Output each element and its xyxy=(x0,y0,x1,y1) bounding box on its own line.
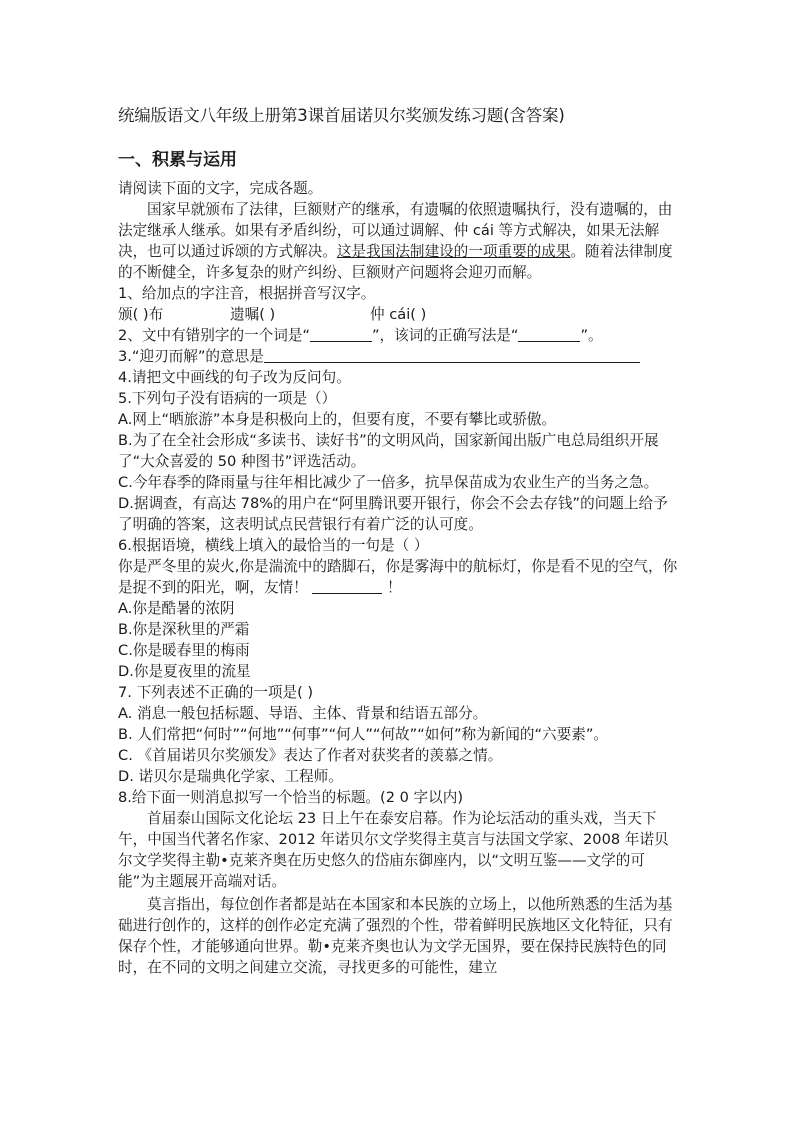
option-c: C.今年春季的降雨量与往年相比减少了一倍多，抗旱保苗成为农业生产的当务之急。 xyxy=(118,474,659,491)
q2-text-b: ”，该词的正确写法是“ xyxy=(371,327,519,344)
news-paragraph-2: 莫言指出，每位创作者都是站在本国家和本民族的立场上，以他所熟悉的生活为基础进行创作的，这样的创作必定充满了强烈的个性，带着鲜明民族地区文化特征，只有保存个性，才能够通向世界。勒•克莱齐奥也认为文学无国界，要在保持民族特色的同时，在不同的文明之间建立交流，寻找更多的可能性，建立 xyxy=(118,896,673,976)
section-heading: 一、积累与运用 xyxy=(118,150,237,170)
question-3 xyxy=(118,346,680,367)
option-a: A. 消息一般包括标题、导语、主体、背景和结语五部分。 xyxy=(118,705,488,722)
question-8: 8.给下面一则消息拟写一个恰当的标题。(2 0 字以内) xyxy=(118,789,464,806)
question-6: 6.根据语境，横线上填入的最恰当的一句是（ ） xyxy=(118,537,429,554)
q2-text-a: 2、文中有错别字的一个词是“ xyxy=(118,327,310,344)
answer-blank[interactable] xyxy=(264,347,640,363)
document-body xyxy=(118,104,680,978)
passage-1 xyxy=(118,199,680,283)
q2-text-c: ”。 xyxy=(580,327,603,344)
option-a: A.网上“晒旅游”本身是积极向上的，但要有度，不要有攀比或骄傲。 xyxy=(118,411,557,428)
underlined-sentence: 这是我国法制建设的一项重要的成果 xyxy=(336,243,571,260)
q6-context-end: ！ xyxy=(387,579,402,596)
option-b: B. 人们常把“何时”“何地”“何事”“何人”“何故”“如何”称为新闻的“六要素”。 xyxy=(118,726,608,743)
option-d: D. 诺贝尔是瑞典化学家、工程师。 xyxy=(118,768,343,785)
q1-item: 仲 cái( ) xyxy=(370,306,427,323)
q6-context xyxy=(118,556,680,598)
question-4: 4.请把文中画线的句子改为反问句。 xyxy=(118,369,351,386)
option-b: B.你是深秋里的严霜 xyxy=(118,621,250,638)
question-1: 1、给加点的字注音，根据拼音写汉字。 xyxy=(118,285,376,302)
option-a: A.你是酷暑的浓阴 xyxy=(118,600,235,617)
option-c: C.你是暖春里的梅雨 xyxy=(118,642,250,659)
q3-text: 3.“迎刃而解”的意思是 xyxy=(118,348,264,365)
option-d: D.据调查，有高达 78%的用户在“阿里腾讯要开银行，你会不会去存钱”的问题上给予了明确的答案，这表明试点民营银行有着广泛的认可度。 xyxy=(118,495,668,533)
q1-item: 遗嘱( ) xyxy=(230,306,276,323)
answer-blank[interactable] xyxy=(312,578,382,594)
answer-blank[interactable] xyxy=(310,326,372,342)
passage-1-part-b: 。随着法律制度的不断健全，许多复杂的财产纠纷、巨额财产问题将会迎刃而解。 xyxy=(118,243,673,281)
option-c: C. 《首届诺贝尔奖颁发》表达了作者对获奖者的羡慕之情。 xyxy=(118,747,503,764)
page-title: 统编版语文八年级上册第3课首届诺贝尔奖颁发练习题(含答案) xyxy=(118,106,565,125)
question-2 xyxy=(118,325,680,346)
question-1-items xyxy=(118,304,680,325)
passage-1-part-a: 国家早就颁布了法律，巨额财产的继承，有遗嘱的依照遗嘱执行，没有遗嘱的，由法定继承人继承。如果有矛盾纠纷，可以通过调解、仲 cái 等方式解决，如果无法解决，也可以通过诉颂的方式解决。 xyxy=(118,201,673,260)
q6-context-text: 你是严冬里的炭火,你是湍流中的踏脚石，你是雾海中的航标灯，你是看不见的空气，你是捉不到的阳光，啊，友情！ xyxy=(118,558,678,596)
intro-text: 请阅读下面的文字，完成各题。 xyxy=(118,180,323,197)
option-b: B.为了在全社会形成“多读书、读好书”的文明风尚，国家新闻出版广电总局组织开展了“大众喜爱的 50 种图书”评选活动。 xyxy=(118,432,659,470)
news-paragraph-1: 首届泰山国际文化论坛 23 日上午在泰安启幕。作为论坛活动的重头戏，当天下午，中国当代著名作家、2012 年诺贝尔文学奖得主莫言与法国文学家、2008 年诺贝尔文学奖得主勒•克莱齐奥在历史悠久的岱庙东御座内，以“文明互鉴——文学的可能”为主题展开高端对话。 xyxy=(118,810,669,890)
question-7: 7. 下列表述不正确的一项是( ) xyxy=(118,684,314,701)
question-5: 5.下列句子没有语病的一项是（） xyxy=(118,390,337,407)
option-d: D.你是夏夜里的流星 xyxy=(118,663,251,680)
q1-item: 颁( )布 xyxy=(118,306,164,323)
answer-blank[interactable] xyxy=(518,326,580,342)
